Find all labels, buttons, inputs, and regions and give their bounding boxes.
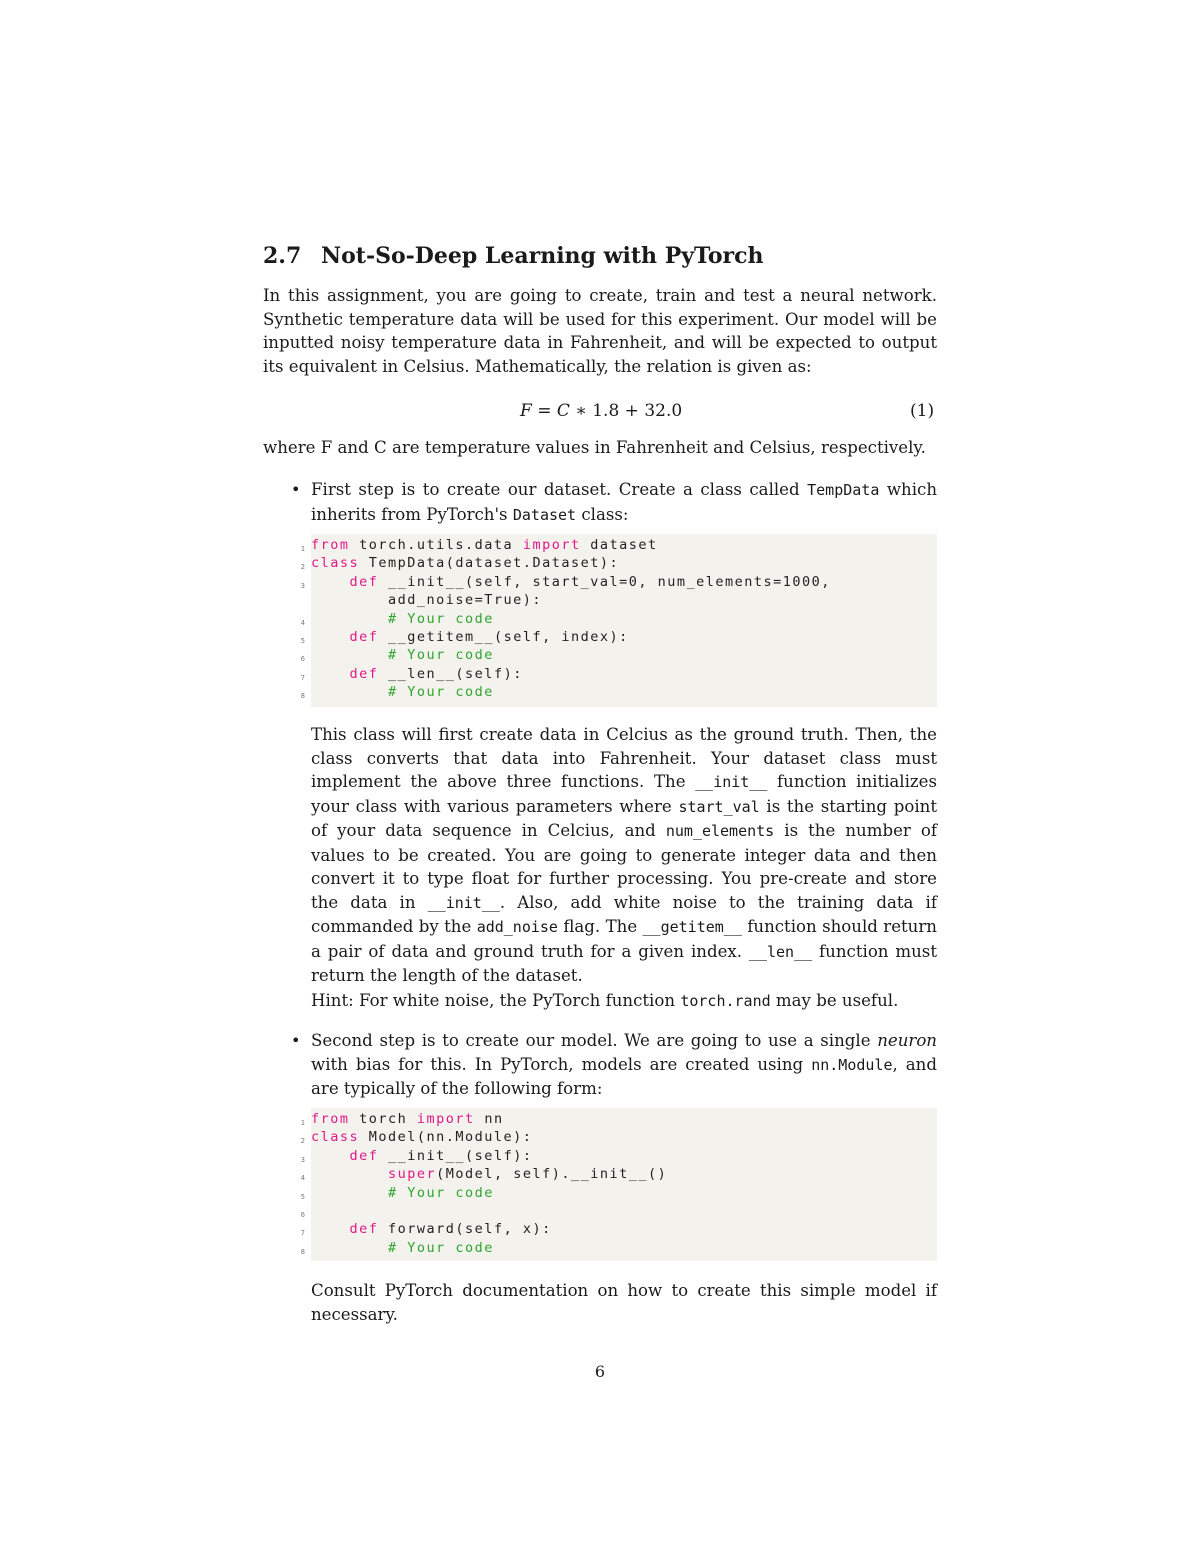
code-indent [311,629,350,645]
hint-paragraph [311,989,951,1014]
step2-paragraph [311,1029,937,1101]
code-line [300,1239,937,1257]
code-text: Model(nn.Module): [359,1129,533,1146]
equation-lhs: F [520,401,532,421]
step2-text: , and are typically of the following form: [311,1054,937,1098]
line-number: 6 [300,1210,305,1219]
explain-code: __init__ [427,893,500,912]
step1-code-tempdata: TempData [807,481,880,499]
line-number: 2 [300,563,305,572]
code-text: torch.utils.data [349,537,523,553]
code-text: TempData(dataset.Dataset): [359,555,620,572]
code-indent [311,574,350,590]
line-number: 3 [300,1155,305,1164]
step2-code: nn.Module [811,1055,893,1074]
code-keyword: import [416,1111,475,1127]
code-keyword: def [349,573,379,590]
explain-code: __getitem__ [642,918,742,936]
explain-code: __len__ [748,942,813,961]
code-keyword: def [349,628,379,645]
equation-equals: = [531,401,557,421]
consult-paragraph [311,1279,937,1326]
equation-rhs: ∗ 1.8 + 32.0 [569,401,683,421]
code-line [300,536,937,554]
line-number: 1 [300,545,305,553]
after-equation-text: where F and C are temperature values in Fahrenheit and Celsius, respectively. [263,438,926,457]
code-line [300,573,937,591]
hint-code: torch.rand [680,992,771,1010]
explain-code: add_noise [476,918,558,936]
line-number: 1 [300,1119,305,1127]
code-line [300,646,937,664]
code-keyword: super [388,1166,437,1183]
intro-text: In this assignment, you are going to create, train and test a neural network. Synthetic temperature data will be used for this experiment. Our model will be inputted noisy temperature data in Fahrenheit, and will be expected to output its equivalent in Celsius. Mathematically, the relation is given as: [263,286,937,376]
code-keyword: from [311,537,350,553]
code-text: __init__(self): [378,1147,533,1164]
code-line-continuation [311,591,937,609]
line-number: 5 [300,1192,305,1201]
code-keyword: from [311,1111,350,1127]
code-comment: # Your code [388,684,494,701]
step2-italic: neuron [877,1031,937,1050]
intro-paragraph [263,284,937,378]
step1-text-2: which inherits from PyTorch's [311,480,938,524]
code-indent [311,666,350,682]
line-number: 5 [300,636,305,645]
step1-text-3: class: [576,504,629,524]
code-listing-dataset [300,534,937,707]
line-number: 2 [300,1137,305,1146]
explain-code: num_elements [665,822,775,840]
code-comment: # Your code [388,610,494,627]
code-indent [311,1185,388,1201]
code-text: __getitem__(self, index): [378,628,629,645]
code-line [300,1165,937,1183]
line-number: 8 [300,1247,305,1256]
code-indent [311,1148,350,1164]
code-line [300,610,937,628]
code-indent [311,647,388,663]
code-line [300,628,937,646]
code-text: __init__(self, start_val=0, num_elements=1000, [378,573,831,590]
code-text: nn [474,1111,504,1127]
equation-var: C [556,401,570,421]
line-number: 8 [300,692,305,701]
code-comment: # Your code [388,647,494,664]
code-text: add_noise=True): [311,592,543,609]
step1-code-dataset: Dataset [512,505,577,524]
explain-text: function initializes your class with various parameters where [311,772,938,816]
consult-text: Consult PyTorch documentation on how to create this simple model if necessary. [311,1281,937,1324]
hint-text: may be useful. [770,991,899,1010]
explain-text: flag. The [557,917,643,936]
code-keyword: class [311,1129,360,1146]
code-text: __len__(self): [378,665,523,682]
code-text: (Model, self).__init__() [436,1166,668,1183]
line-number: 7 [300,1229,305,1238]
line-number: 3 [300,581,305,590]
explain-text: is the number of values to be created. You are going to generate integer data and then convert it to type float for further processing. You pre-create and store the data in [311,821,937,912]
code-line [300,665,937,683]
code-comment: # Your code [388,1239,494,1256]
line-number: 6 [300,655,305,664]
step2-text: with bias for this. In PyTorch, models are created using [311,1054,812,1074]
code-indent [311,1166,388,1182]
code-text: forward(self, x): [378,1221,552,1238]
line-number: 4 [300,1174,305,1183]
equation-number: (1) [910,401,935,421]
hint-text: Hint: For white noise, the PyTorch function [311,991,681,1010]
step2-text: Second step is to create our model. We are going to use a single [311,1031,878,1050]
code-line [300,1128,937,1146]
section-number: 2.7 [263,243,302,269]
page-number: 6 [594,1362,606,1381]
explain-text: . Also, add white noise to the training data if commanded by the [311,892,937,936]
code-line [300,1202,937,1220]
code-line [300,1110,937,1128]
code-keyword: def [349,1147,379,1164]
code-indent [311,1240,388,1256]
code-keyword: import [522,537,581,553]
line-number: 7 [300,673,305,682]
code-comment: # Your code [388,1184,494,1201]
step1-text-1: First step is to create our dataset. Create a class called [311,480,808,499]
code-indent [311,611,388,627]
explain-code: __init__ [695,773,768,791]
explain-text: This class will first create data in Celcius as the ground truth. Then, the class converts that data into Fahrenheit. Your dataset class must implement the above three functions. The [311,725,937,791]
explain-text: function must return the length of the dataset. [311,941,937,985]
code-keyword: def [349,1221,379,1238]
bullet-marker: • [291,480,301,499]
step1-paragraph [311,478,937,527]
code-line [300,1147,937,1165]
line-number: 4 [300,618,305,627]
code-text: torch [349,1111,417,1127]
code-text: dataset [580,537,658,553]
explain-text: is the starting point of your data sequence in Celcius, and [311,796,937,840]
code-listing-model [300,1108,937,1261]
code-indent [311,684,388,700]
bullet-marker: • [291,1031,301,1050]
code-indent [311,1221,350,1237]
code-keyword: class [311,555,360,572]
code-line [300,1220,937,1238]
after-equation-paragraph [263,436,943,460]
dataset-explanation-paragraph [311,723,937,988]
code-keyword: def [349,665,379,682]
section-heading [263,240,764,272]
explain-code: start_val [678,797,760,816]
explain-text: function should return a pair of data and ground truth for a given index. [311,917,937,961]
section-title: Not-So-Deep Learning with PyTorch [321,243,764,269]
code-line [300,1184,937,1202]
code-line [300,554,937,572]
equation [520,399,682,423]
code-line [300,683,937,701]
